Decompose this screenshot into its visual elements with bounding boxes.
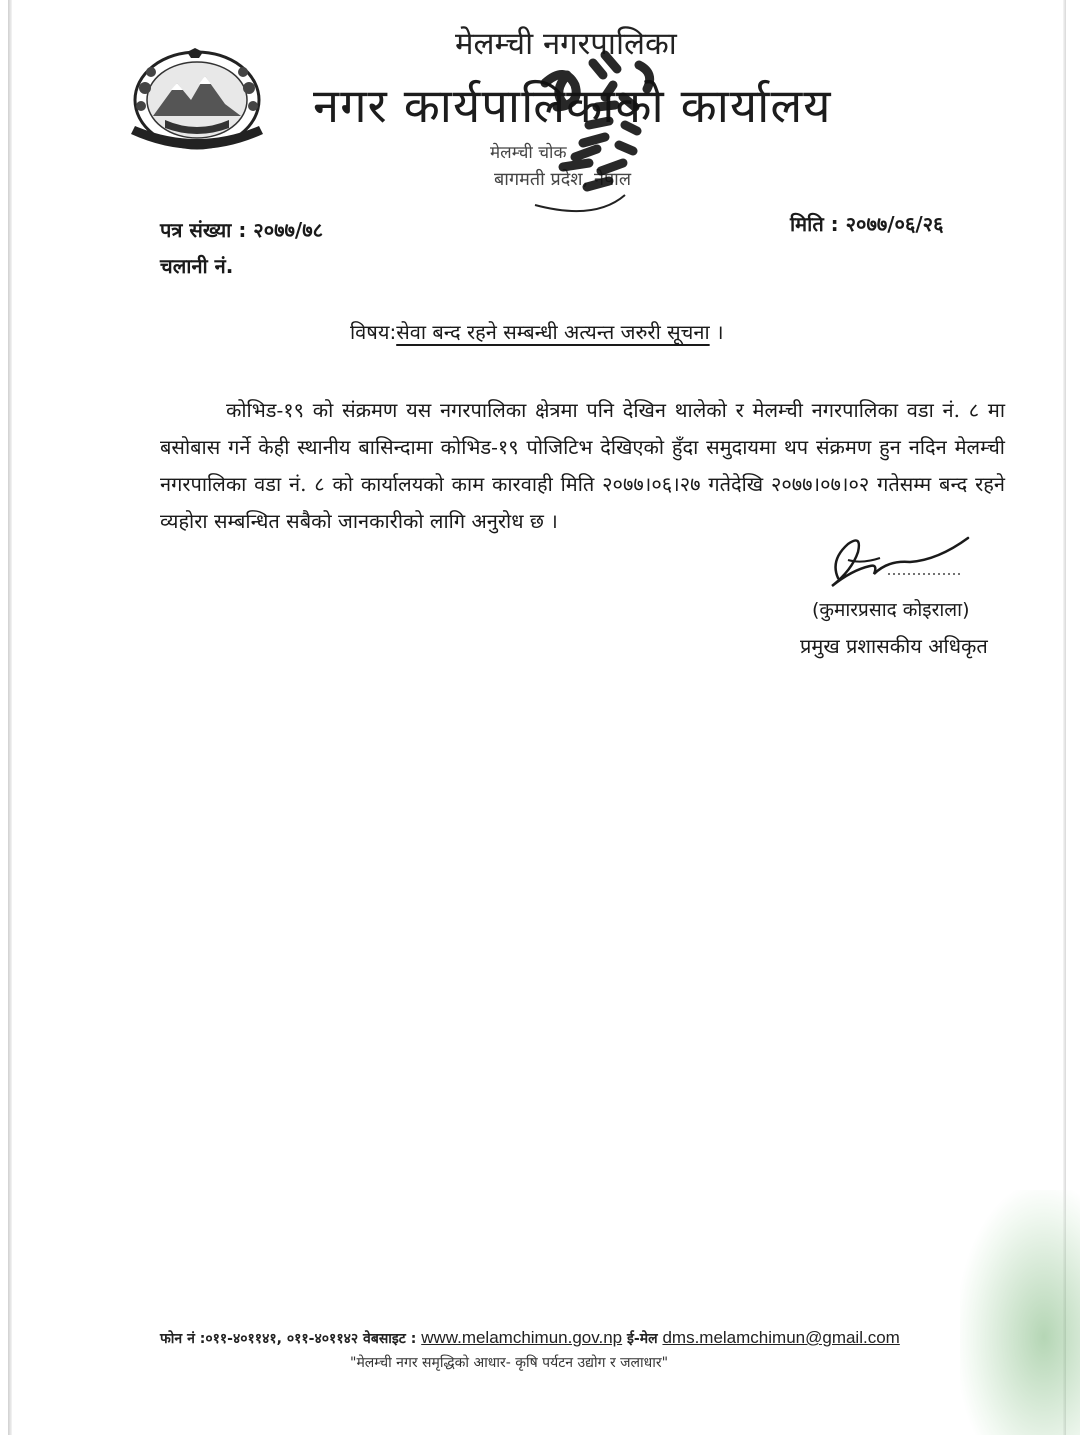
footer-email-link[interactable]: dms.melamchimun@gmail.com — [662, 1328, 900, 1347]
corner-smudge — [960, 1190, 1080, 1435]
paper-left-edge — [8, 0, 12, 1435]
dispatch-number-label: चलानी नं. — [160, 254, 234, 278]
footer-slogan: "मेलम्ची नगर समृद्धिको आधार- कृषि पर्यटन उद्योग र जलाधार" — [350, 1355, 669, 1371]
footer-phone-label: फोन नं : — [160, 1331, 206, 1347]
subject-line — [350, 318, 724, 345]
date-value: २०७७/०६/२६ — [845, 212, 944, 236]
subject-label: विषय: — [350, 320, 397, 344]
footer-phones: ०११-४०११४१, ०११-४०११४२ — [205, 1331, 359, 1347]
office-seal-stamp — [505, 45, 690, 220]
footer-website-link[interactable]: www.melamchimun.gov.np — [421, 1328, 623, 1347]
subject-text: सेवा बन्द रहने सम्बन्धी अत्यन्त जरुरी सूचना — [396, 320, 710, 344]
ref-label: पत्र संख्या : — [160, 218, 247, 242]
ref-value: २०७७/७८ — [253, 218, 324, 242]
office-title: नगर कार्यपालिकाको कार्यालय — [313, 79, 832, 134]
handwritten-signature — [818, 530, 978, 600]
municipality-name: मेलम्ची नगरपालिका — [455, 26, 677, 62]
reference-number — [160, 216, 323, 243]
footer-website-label: वेबसाइट : — [363, 1331, 417, 1347]
notice-body: कोभिड-१९ को संक्रमण यस नगरपालिका क्षेत्रमा पनि देखिन थालेको र मेलम्ची नगरपालिका वडा नं. ८ मा बसोबास गर्ने केही स्थानीय बासिन्दामा कोभिड-१९ पोजिटिभ देखिएको हुँदा समुदायमा थप संक्रमण हुन नदिन मेलम्ची नगरपालिका वडा नं. ८ को कार्यालयको काम कारवाही मिति २०७७।०६।२७ गतेदेखि २०७७।०७।०२ गतेसम्म बन्द रहने व्यहोरा सम्बन्धित सबैको जानकारीको लागि अनुरोध छ । — [160, 398, 1005, 533]
subject-end: । — [716, 320, 724, 344]
footer-contact-line — [160, 1328, 900, 1348]
office-address-line1: मेलम्ची चोक — [490, 143, 567, 163]
signatory-title: प्रमुख प्रशासकीय अधिकृत — [800, 634, 988, 658]
date-label: मिति : — [790, 212, 839, 236]
nepal-emblem-logo — [125, 38, 270, 158]
signatory-name: (कुमारप्रसाद कोइराला) — [812, 599, 970, 621]
footer-email-label: ई-मेल — [627, 1331, 658, 1347]
office-address-line2: बागमती प्रदेश, नेपाल — [494, 169, 632, 190]
letter-date — [790, 210, 943, 237]
